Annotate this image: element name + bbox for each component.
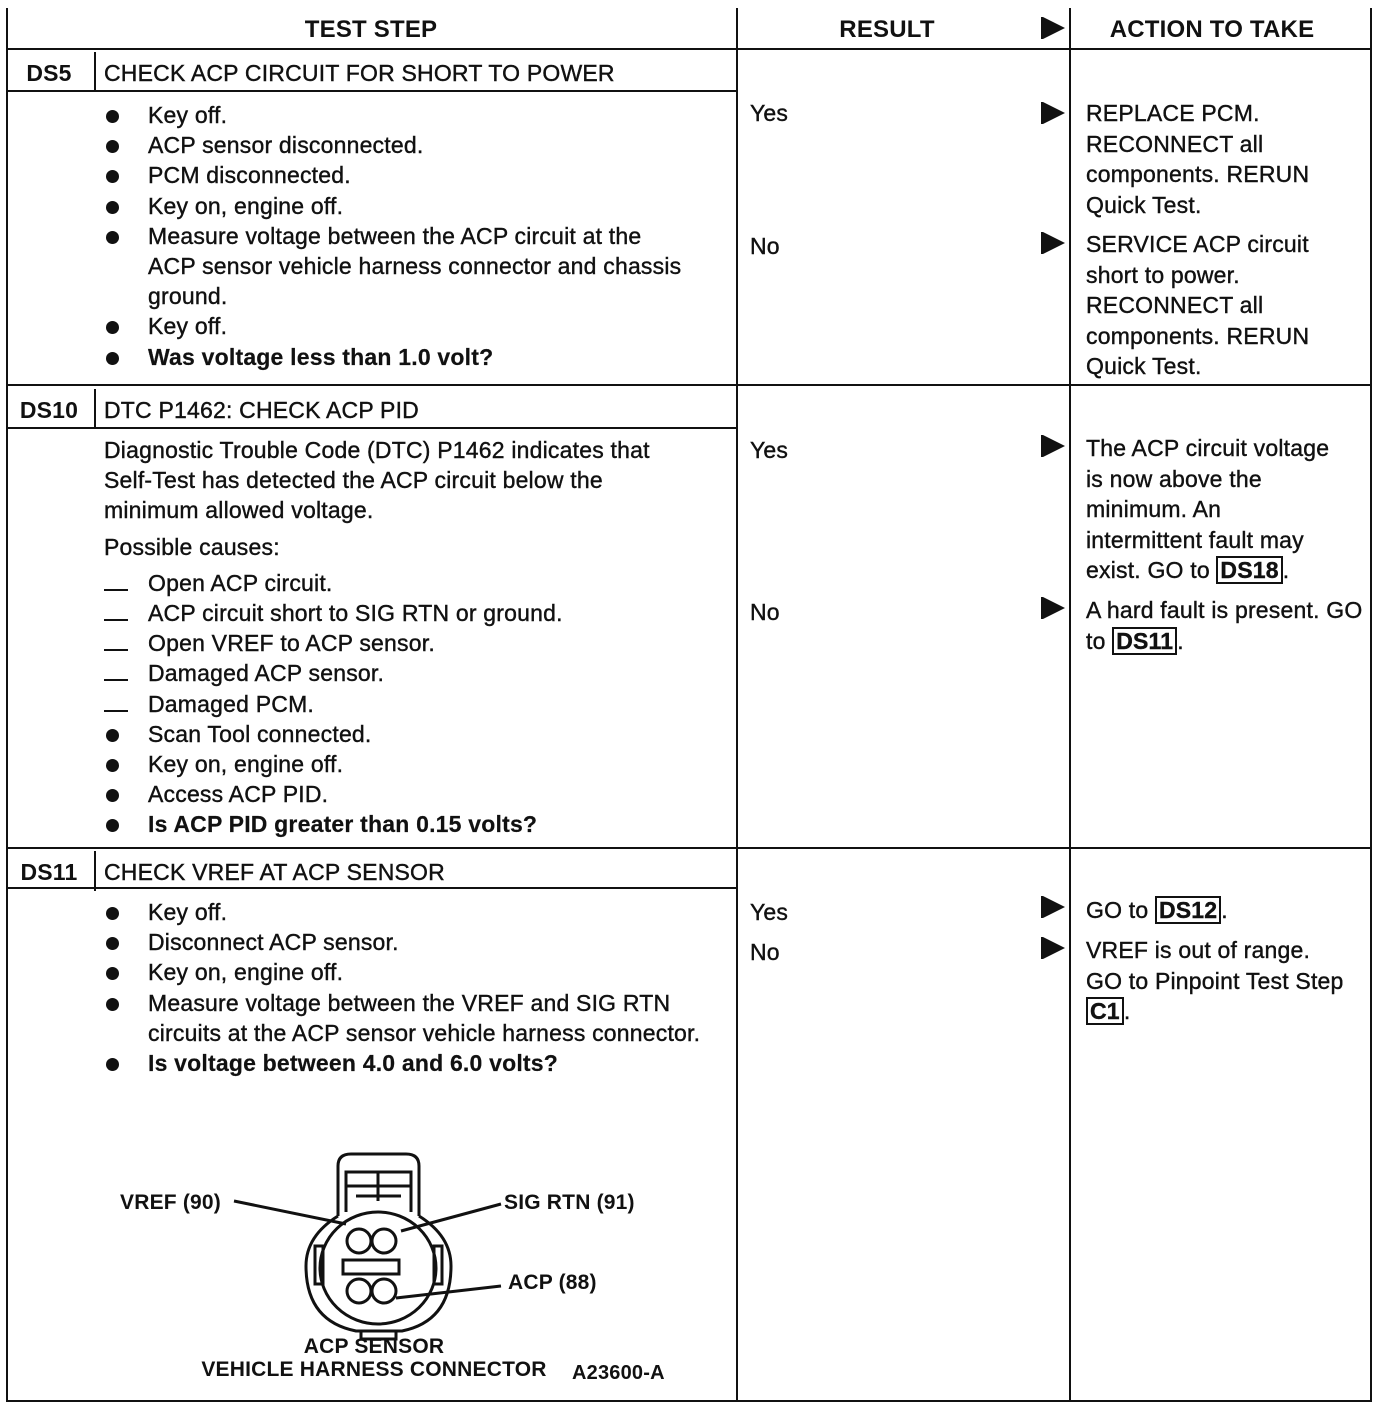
arrow-icon: [1043, 232, 1065, 254]
step-reference-link[interactable]: C1: [1086, 997, 1124, 1025]
bullet-icon: [106, 170, 119, 183]
dash-icon: [104, 649, 128, 651]
bullet-icon: [106, 321, 119, 334]
bullet-icon: [106, 937, 119, 950]
step-title: CHECK VREF AT ACP SENSOR: [104, 859, 445, 885]
header-result: RESULT: [839, 16, 935, 43]
dash-icon: [104, 679, 128, 681]
table-header: [6, 8, 1370, 50]
bullet-icon: [106, 819, 119, 832]
arrow-icon: [1043, 597, 1065, 619]
result-no: No: [750, 599, 780, 625]
bullet-icon: [106, 110, 119, 123]
step-reference-link[interactable]: DS11: [1112, 627, 1177, 655]
action-yes: The ACP circuit voltage is now above the minimum. An intermittent fault may exist. GO to DS18 .: [1086, 435, 1330, 583]
step-title: DTC P1462: CHECK ACP PID: [104, 397, 419, 423]
leader-line: [234, 1201, 346, 1224]
result-no: No: [750, 939, 780, 965]
step-reference-link[interactable]: DS12: [1155, 896, 1221, 924]
step-ds5: [6, 52, 1370, 385]
step-ds11: [6, 851, 1370, 1400]
dash-icon: [104, 710, 128, 712]
bullet-icon: [106, 967, 119, 980]
step-id: DS11: [20, 859, 78, 885]
step-instructions: Key off. Disconnect ACP sensor. Key on, engine off. Measure voltage between the VREF and SIG RTN circuits at the ACP sensor vehicle harness connector. Is voltage between 4.0 and 6.0 volts?: [104, 897, 724, 1078]
bullet-icon: [106, 759, 119, 772]
bullet-icon: [106, 907, 119, 920]
action-yes: GO to DS12 .: [1086, 897, 1228, 923]
action-no: A hard fault is present. GO to DS11 .: [1086, 597, 1363, 654]
step-reference-link[interactable]: DS18: [1216, 556, 1282, 584]
arrow-icon: [1043, 896, 1065, 918]
bullet-icon: [106, 352, 119, 365]
dash-icon: [104, 589, 128, 591]
bullet-icon: [106, 231, 119, 244]
leader-line: [401, 1204, 501, 1231]
label-sig-rtn: SIG RTN (91): [504, 1191, 635, 1214]
result-yes: Yes: [750, 899, 789, 925]
header-test-step: TEST STEP: [304, 16, 438, 43]
bullet-icon: [106, 729, 119, 742]
bullet-icon: [106, 201, 119, 214]
action-no: SERVICE ACP circuit short to power. RECONNECT all components. RERUN Quick Test.: [1086, 231, 1310, 379]
dash-icon: [104, 619, 128, 621]
header-action: ACTION TO TAKE: [1109, 16, 1315, 43]
caption-line-2: VEHICLE HARNESS CONNECTOR: [201, 1358, 547, 1381]
action-no: VREF is out of range. GO to Pinpoint Test Step C1 .: [1086, 937, 1344, 1024]
connector-icon: [306, 1154, 451, 1339]
bullet-icon: [106, 789, 119, 802]
step-ds10: [6, 389, 1370, 848]
step-instructions: Diagnostic Trouble Code (DTC) P1462 indicates that Self-Test has detected the ACP circuit below the minimum allowed voltage. Possible causes: Open ACP circuit. ACP circuit short to SIG RTN or ground. Open VREF to ACP sensor. Damaged ACP sensor. Damaged PCM. Scan Tool connected. Key on, engine off. Access ACP PID. Is ACP PID greater than 0.15 volts?: [104, 435, 704, 840]
arrow-icon: [1043, 17, 1065, 39]
step-title: CHECK ACP CIRCUIT FOR SHORT TO POWER: [104, 60, 615, 86]
result-yes: Yes: [750, 437, 789, 463]
bullet-icon: [106, 1058, 119, 1071]
arrow-icon: [1043, 102, 1065, 124]
step-intro: Diagnostic Trouble Code (DTC) P1462 indicates that Self-Test has detected the ACP circuit below the minimum allowed voltage.: [104, 437, 650, 524]
arrow-icon: [1043, 435, 1065, 457]
action-yes: REPLACE PCM. RECONNECT all components. RERUN Quick Test.: [1086, 100, 1310, 218]
label-vref: VREF (90): [120, 1191, 221, 1214]
step-id: DS10: [19, 397, 79, 423]
figure-id: A23600-A: [572, 1362, 665, 1384]
connector-diagram: [106, 1146, 706, 1386]
result-yes: Yes: [750, 100, 789, 126]
arrow-icon: [1043, 937, 1065, 959]
bullet-icon: [106, 140, 119, 153]
bullet-icon: [106, 998, 119, 1011]
result-no: No: [750, 233, 780, 259]
step-instructions: Key off. ACP sensor disconnected. PCM disconnected. Key on, engine off. Measure voltage between the ACP circuit at the ACP sensor vehicle harness connector and chassis ground. Key off. Was voltage less than 1.0 volt?: [104, 100, 724, 372]
caption-line-1: ACP SENSOR: [303, 1335, 445, 1358]
causes-label: Possible causes:: [104, 533, 280, 560]
label-acp: ACP (88): [508, 1271, 597, 1294]
step-id: DS5: [26, 60, 72, 86]
